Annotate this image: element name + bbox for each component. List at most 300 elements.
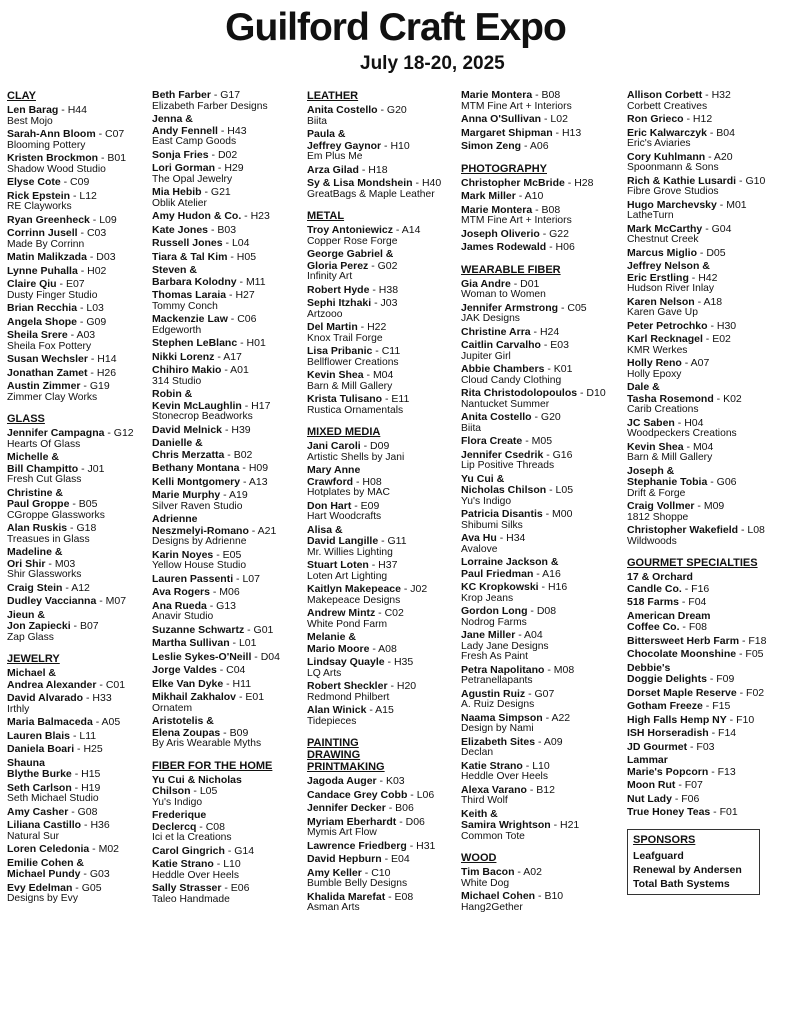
vendor-entry (152, 290, 302, 312)
vendor-name: Don Hart (307, 499, 352, 512)
vendor-entry (7, 693, 147, 715)
vendor-entry (627, 261, 789, 295)
booth-number: - G08 (68, 805, 98, 818)
vendor-entry (461, 90, 621, 112)
vendor-name-line (7, 693, 147, 705)
vendor-name: Andrew Mintz (307, 607, 376, 619)
vendor-name: Krista Tulisano (307, 393, 383, 405)
vendor-entry (627, 501, 789, 523)
vendor-name: Ana Rueda (152, 599, 207, 612)
vendor-name-line (627, 321, 789, 333)
vendor-name: Robert Sheckler (307, 680, 388, 692)
booth-number: - H29 (215, 162, 244, 174)
booth-number: - K03 (376, 775, 405, 787)
vendor-entry (152, 810, 302, 844)
vendor-name: JD Gourmet (627, 740, 688, 753)
vendor-entry (461, 436, 621, 448)
booth-number: - H36 (81, 819, 110, 831)
booth-number: - G19 (80, 380, 110, 392)
vendor-entry (627, 636, 789, 648)
booth-number: - L02 (541, 113, 568, 125)
vendor-name: Agustin Ruiz (461, 687, 526, 700)
vendor-entry (152, 638, 302, 650)
vendor-entry (7, 758, 147, 781)
business-name: Designs by Evy (7, 893, 78, 904)
booth-number: - M04 (683, 440, 714, 453)
vendor-entry (461, 229, 621, 241)
vendor-name: Frederique Declercq (152, 809, 207, 833)
booth-number: - G11 (378, 535, 407, 547)
vendor-name-line (627, 358, 789, 370)
vendor-name-line (627, 688, 789, 700)
vendor-entry (627, 442, 789, 464)
business-name: Avalove (461, 543, 498, 555)
vendor-name: Flora Create (461, 435, 523, 447)
booth-number: - A20 (705, 150, 733, 163)
sponsor-item: Total Bath Systems (633, 877, 730, 890)
business-name: Declan (461, 747, 494, 758)
business-name: Petranellapants (461, 675, 533, 686)
business-name: Holly Epoxy (627, 368, 682, 380)
booth-number: - H38 (369, 283, 399, 296)
category-heading: PHOTOGRAPHY (461, 162, 547, 175)
vendor-name: Michael & Andrea Alexander (7, 667, 97, 691)
vendor-entry (627, 358, 789, 380)
vendor-entry (307, 584, 457, 606)
vendor-name-line (627, 780, 789, 792)
vendor-name-line (307, 681, 457, 693)
vendor-name-line (7, 153, 147, 165)
vendor-entry (627, 572, 789, 595)
vendor-name-line (152, 665, 302, 677)
vendor-name-line (627, 701, 789, 713)
booth-number: - C07 (95, 128, 125, 140)
business-name: Fresh Cut Glass (7, 474, 82, 485)
vendor-name-line (7, 717, 147, 729)
vendor-name: Jieun & Jon Zapiecki (7, 608, 71, 632)
vendor-name: Robert Hyde (307, 283, 370, 296)
business-name: Chestnut Creek (627, 234, 699, 245)
vendor-entry (307, 608, 457, 630)
business-name: Rustica Ornamentals (307, 404, 404, 416)
vendor-name-line (461, 891, 621, 903)
booth-number: - L12 (70, 189, 97, 202)
category-heading: WEARABLE FIBER (461, 263, 561, 276)
booth-number: - F13 (708, 765, 736, 778)
category-heading: MIXED MEDIA (307, 426, 381, 438)
vendor-entry (307, 165, 457, 177)
vendor-name: Len Barag (7, 104, 59, 116)
vendor-entry (7, 381, 147, 403)
column-2 (152, 90, 302, 915)
vendor-entry (307, 298, 457, 320)
vendor-name: Suzanne Schwartz (152, 623, 245, 636)
vendor-name-line (461, 412, 621, 424)
vendor-name: Allison Corbett (627, 89, 703, 101)
vendor-name: Yu Cui & Nicholas Chilson (461, 472, 547, 496)
vendor-name-line (7, 610, 147, 633)
vendor-entry (152, 389, 302, 423)
vendor-name: Ava Rogers (152, 586, 210, 598)
business-name: Blooming Pottery (7, 139, 86, 151)
vendor-name-line (307, 854, 457, 866)
vendor-name: Joseph & Stephanie Tobia (627, 464, 708, 488)
vendor-name: Jennifer Decker (307, 802, 386, 814)
business-name: Irthly (7, 703, 30, 715)
vendor-name-line (7, 177, 147, 189)
booth-number: - B10 (535, 890, 564, 902)
vendor-name: Karen Nelson (627, 295, 695, 308)
business-name: Woodpeckers Creations (627, 428, 737, 439)
booth-number: - D04 (251, 650, 280, 663)
booth-number: - A15 (366, 704, 394, 716)
vendor-name-line (627, 715, 789, 727)
vendor-entry (152, 425, 302, 437)
vendor-entry (7, 252, 147, 264)
vendor-name-line (461, 606, 621, 618)
vendor-name-line (461, 141, 621, 153)
category-heading: GOURMET SPECIALTIES (627, 557, 758, 569)
booth-number: - A09 (535, 735, 563, 748)
booth-number: - H14 (87, 353, 117, 365)
vendor-name: Alan Winick (307, 704, 367, 716)
business-name: Asman Arts (307, 902, 360, 913)
vendor-entry (307, 249, 457, 283)
business-name: Shir Glassworks (7, 569, 82, 580)
vendor-entry (7, 783, 147, 805)
business-name: Heddle Over Heels (152, 869, 239, 881)
vendor-name: ISH Horseradish (627, 727, 709, 739)
category-section (627, 90, 789, 547)
booth-number: - A05 (92, 716, 121, 728)
booth-number: - H40 (412, 177, 442, 189)
vendor-name-line (627, 807, 789, 819)
vendor-entry (152, 514, 302, 548)
category-heading: FIBER FOR THE HOME (152, 759, 273, 772)
vendor-entry (461, 412, 621, 434)
vendor-entry (627, 90, 789, 112)
vendor-name-line (307, 249, 457, 272)
vendor-name-line (461, 229, 621, 241)
booth-number: - F05 (736, 648, 764, 660)
booth-number: - L07 (233, 572, 260, 585)
vendor-entry (307, 178, 457, 200)
vendor-name: Arza Gilad (307, 163, 359, 176)
booth-number: - K02 (713, 392, 742, 405)
business-name: By Aris Wearable Myths (152, 738, 262, 749)
vendor-name-line (627, 90, 789, 102)
vendor-entry (461, 279, 621, 301)
vendor-name: Melanie & Mario Moore (307, 631, 370, 655)
vendor-name: Dorset Maple Reserve (627, 686, 737, 699)
vendor-name: Naama Simpson (461, 711, 543, 724)
sponsor-item: Renewal by Andersen (633, 863, 742, 876)
vendor-name-line (461, 809, 621, 832)
vendor-name: Lawrence Friedberg (307, 839, 407, 852)
vendor-entry (461, 630, 621, 663)
vendor-entry (152, 365, 302, 387)
vendor-name-line (152, 352, 302, 364)
vendor-name-line (7, 452, 147, 475)
vendor-entry (461, 191, 621, 203)
vendor-name: Lauren Passenti (152, 572, 234, 585)
vendor-name: Petra Napolitano (461, 663, 545, 676)
vendor-name-line (7, 215, 147, 227)
booth-number: - H35 (384, 656, 414, 668)
booth-number: - H37 (368, 559, 398, 571)
category-heading: CLAY (7, 90, 36, 102)
business-name: Woman to Women (461, 289, 546, 300)
booth-number: - L04 (222, 237, 250, 249)
vendor-name: Kristen Brockmon (7, 152, 99, 164)
business-name: Natural Sur (7, 830, 60, 842)
vendor-name: Amy Casher (7, 805, 69, 818)
booth-number: - E02 (702, 333, 731, 345)
column-3 (307, 90, 457, 924)
vendor-name-line (7, 105, 147, 117)
business-name: Edgeworth (152, 324, 202, 336)
vendor-name: Lisa Pribanic (307, 345, 373, 357)
vendor-entry (7, 668, 147, 691)
vendor-name: Dale & Tasha Rosemond (627, 381, 714, 405)
vendor-name-line (7, 266, 147, 278)
booth-number: - A18 (694, 295, 723, 308)
vendor-name-line (307, 584, 457, 596)
booth-number: - F16 (681, 582, 710, 595)
business-name: Corbett Creatives (627, 100, 708, 112)
vendor-name: Paula & Jeffrey Gaynor (307, 128, 382, 152)
vendor-entry (307, 501, 457, 523)
business-name: 314 Studio (152, 375, 202, 387)
vendor-name: Nut Lady (627, 792, 672, 805)
vendor-entry (7, 153, 147, 175)
business-name: Tidepieces (307, 715, 357, 727)
business-name: Design by Nami (461, 723, 534, 734)
vendor-name-line (7, 858, 147, 881)
booth-number: - C08 (196, 820, 225, 833)
vendor-name: Jennifer Armstrong (461, 301, 559, 314)
vendor-entry (152, 574, 302, 586)
vendor-name-line (627, 248, 789, 260)
booth-number: - G13 (206, 599, 237, 612)
vendor-name: Lorraine Jackson & Paul Friedman (461, 556, 559, 580)
vendor-name: Candace Grey Cobb (307, 788, 408, 801)
vendor-name: Craig Vollmer (627, 500, 695, 512)
vendor-name-line (307, 165, 457, 177)
vendor-entry (627, 701, 789, 713)
vendor-name: Kate Jones (152, 223, 209, 236)
vendor-entry (461, 364, 621, 386)
booth-number: - B06 (385, 802, 414, 814)
vendor-name-line (461, 191, 621, 203)
booth-number: - C04 (216, 664, 246, 676)
vendor-entry (461, 867, 621, 889)
vendor-name: Chocolate Moonshine (627, 648, 737, 660)
business-name: Carib Creations (627, 404, 699, 415)
vendor-name: Kelli Montgomery (152, 475, 241, 488)
vendor-name: Sy & Lisa Mondshein (307, 177, 413, 189)
vendor-name-line (307, 178, 457, 190)
vendor-name: Jennifer Csedrik (461, 448, 544, 461)
vendor-name-line (152, 90, 302, 102)
vendor-name: Dudley Vaccianna (7, 595, 97, 607)
booth-number: - C02 (375, 607, 404, 619)
booth-number: - B07 (70, 620, 99, 632)
business-name: Em Plus Me (307, 151, 363, 162)
vendor-name: Claire Qiu (7, 278, 57, 290)
business-name: 1812 Shoppe (627, 511, 689, 523)
vendor-name-line (7, 317, 147, 329)
vendor-name: David Alvarado (7, 692, 84, 704)
vendor-entry (627, 755, 789, 778)
vendor-name-line (7, 744, 147, 756)
vendor-entry (152, 490, 302, 512)
booth-number: - L08 (738, 524, 765, 536)
booth-number: - J02 (400, 583, 428, 595)
booth-number: - D06 (396, 815, 425, 828)
vendor-entry (7, 177, 147, 189)
vendor-name-line (152, 338, 302, 350)
vendor-name: Seth Carlson (7, 781, 72, 794)
vendor-name-line (152, 574, 302, 586)
vendor-name-line (307, 841, 457, 853)
business-name: Redmond Philbert (307, 691, 390, 703)
vendor-name-line (152, 425, 302, 437)
vendor-name: JC Saben (627, 416, 675, 429)
booth-number: - M02 (89, 843, 120, 855)
vendor-name-line (461, 557, 621, 580)
vendor-name-line (152, 438, 302, 461)
vendor-name: Matin Malikzada (7, 251, 87, 263)
vendor-name: Danielle & Chris Merzatta (152, 437, 225, 461)
category-section (152, 760, 302, 906)
vendor-name: Nikki Lorenz (152, 350, 215, 363)
vendor-name: Gia Andre (461, 277, 511, 290)
vendor-name: Joseph Oliverio (461, 227, 540, 240)
vendor-entry (152, 859, 302, 881)
vendor-name: Myriam Eberhardt (307, 815, 397, 828)
booth-number: - G21 (201, 186, 231, 198)
vendor-name: Peter Petrochko (627, 319, 708, 332)
vendor-entry (152, 438, 302, 461)
vendor-name: Bittersweet Herb Farm (627, 634, 740, 647)
booth-number: - H02 (77, 264, 107, 277)
booth-number: - M06 (209, 586, 240, 598)
booth-number: - B09 (220, 726, 249, 739)
vendor-name-line (627, 794, 789, 806)
booth-number: - E07 (56, 278, 85, 290)
business-name: Biita (307, 115, 328, 127)
vendor-name: Marie Montera (461, 89, 533, 101)
vendor-name-line (152, 225, 302, 237)
vendor-entry (461, 533, 621, 555)
booth-number: - F15 (702, 700, 731, 712)
booth-number: - B04 (706, 126, 735, 139)
business-name: Anavir Studio (152, 611, 214, 622)
vendor-entry (7, 717, 147, 729)
business-name: Nantucket Summer (461, 398, 550, 410)
vendor-name: Sally Strasser (152, 882, 222, 894)
vendor-entry (152, 211, 302, 223)
vendor-name: David Hepburn (307, 853, 382, 865)
vendor-name: Mia Hebib (152, 186, 202, 198)
vendor-name-line (7, 129, 147, 141)
vendor-name-line (307, 705, 457, 717)
vendor-name: Moon Rut (627, 779, 676, 791)
booth-number: - A06 (521, 140, 549, 152)
business-name: Krop Jeans (461, 592, 514, 604)
vendor-entry (627, 224, 789, 246)
vendor-entry (152, 314, 302, 336)
vendor-entry (7, 744, 147, 756)
vendor-entry (627, 715, 789, 727)
business-name: Hotplates by MAC (307, 487, 390, 498)
vendor-name: 17 & Orchard Candle Co. (627, 571, 693, 595)
category-heading: GLASS (7, 413, 45, 425)
category-section (152, 90, 302, 750)
vendor-name: Hugo Marchevsky (627, 198, 717, 211)
vendor-name: Alexa Varano (461, 783, 527, 796)
vendor-name-line (152, 114, 302, 137)
booth-number: - H25 (74, 743, 103, 755)
column-5 (627, 90, 789, 895)
vendor-entry (7, 330, 147, 352)
booth-number: - B05 (69, 498, 98, 510)
vendor-name: Tim Bacon (461, 866, 515, 878)
business-name: Cloud Candy Clothing (461, 374, 562, 386)
booth-number: - G22 (539, 227, 569, 240)
vendor-name-line (461, 128, 621, 140)
booth-number: - L10 (522, 759, 550, 772)
vendor-name: Thomas Laraia (152, 289, 227, 301)
business-name: Biita (461, 422, 482, 434)
booth-number: - E11 (382, 393, 410, 405)
vendor-name-line (461, 364, 621, 376)
vendor-name: Michael Cohen (461, 890, 536, 902)
vendor-name-line (461, 242, 621, 254)
business-name: East Camp Goods (152, 136, 237, 147)
category-section (7, 90, 147, 403)
category-section (307, 90, 457, 200)
booth-number: - H13 (552, 126, 582, 139)
booth-number: - D09 (360, 440, 390, 452)
vendor-entry (627, 248, 789, 260)
vendor-name-line (461, 533, 621, 545)
business-name: Best Mojo (7, 115, 53, 127)
vendor-entry (627, 114, 789, 126)
column-4 (461, 90, 621, 923)
vendor-name-line (461, 388, 621, 400)
vendor-entry (627, 688, 789, 700)
vendor-name: Corrinn Jusell (7, 227, 78, 239)
vendor-name-line (152, 463, 302, 475)
booth-number: - B03 (208, 223, 237, 236)
vendor-entry (461, 761, 621, 783)
vendor-name-line (307, 790, 457, 802)
vendor-entry (152, 187, 302, 209)
business-name: MTM Fine Art + Interiors (461, 215, 572, 226)
booth-number: - E09 (351, 499, 380, 512)
vendor-entry (7, 129, 147, 151)
booth-number: - C03 (77, 227, 107, 239)
vendor-name: True Honey Teas (627, 806, 711, 818)
business-name: Taleo Handmade (152, 893, 230, 905)
vendor-entry (627, 525, 789, 547)
booth-number: - M01 (716, 198, 747, 211)
vendor-name-line (7, 303, 147, 315)
vendor-entry (461, 141, 621, 153)
vendor-name-line (627, 636, 789, 648)
